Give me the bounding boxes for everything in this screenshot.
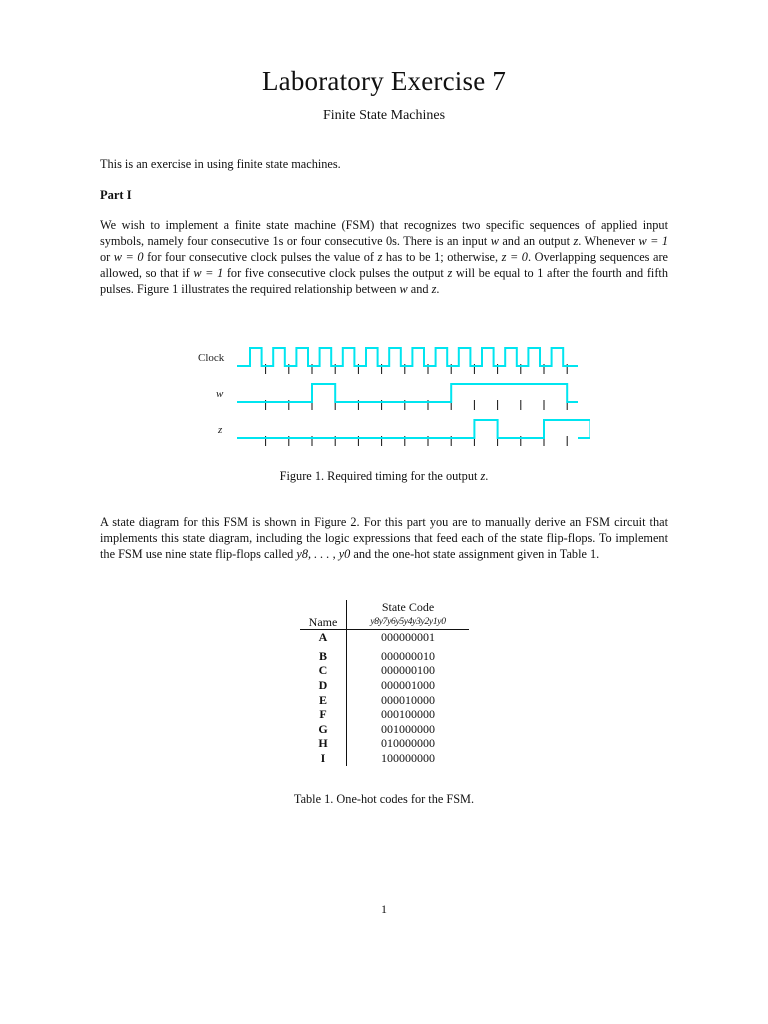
page-number: 1	[381, 902, 387, 916]
text-run: We wish to implement a finite state machine (FSM) that recognizes two specific sequences of applied input symbols, namely four consecutive 1s or four consecutive 0s. There is an input	[100, 218, 668, 248]
text-run: . Overlapping sequences are allowed, so that if	[100, 250, 668, 280]
text-run: .	[436, 282, 440, 296]
equation: w = 1	[193, 266, 224, 280]
table-row	[300, 678, 469, 693]
paragraph-state-diagram	[100, 514, 668, 562]
flipflop-vars: y8, . . . , y0	[296, 547, 351, 561]
var-w: w	[490, 234, 499, 248]
table-row	[300, 736, 469, 751]
z-label: z	[218, 424, 223, 436]
state-name-cell: G	[300, 722, 347, 737]
state-name-cell: F	[300, 707, 347, 722]
table-row	[300, 663, 469, 678]
state-code-cell: 000001000	[381, 677, 435, 692]
var-z: z	[431, 282, 437, 296]
state-code-cell: 001000000	[381, 721, 435, 736]
state-code-cell: 010000000	[381, 736, 435, 751]
var-z: z	[573, 234, 579, 248]
state-name-cell: I	[300, 751, 347, 766]
name-header: Name	[300, 615, 347, 630]
page-subtitle: Finite State Machines	[322, 108, 446, 123]
table-row	[300, 649, 469, 664]
w-waveform	[237, 384, 578, 402]
var-z: z	[377, 250, 383, 264]
timing-diagram	[190, 338, 590, 448]
equation: w = 0	[113, 250, 144, 264]
state-code-header: State Code	[381, 600, 435, 614]
text-run: for four consecutive clock pulses the value of	[143, 250, 378, 264]
text-run: has to be 1; otherwise,	[382, 250, 502, 264]
paragraph-fsm-description	[100, 217, 668, 297]
clock-waveform	[237, 348, 578, 366]
equation: z = 0	[501, 250, 528, 264]
text-run: A state diagram for this FSM is shown in Figure 2. For this part you are to manually derive an FSM circuit that implements this state diagram, including the logic expressions that feed each of the state flip-flops. To implement the FSM use nine state flip-flops called	[100, 515, 668, 561]
text-run: and an output	[498, 234, 574, 248]
state-name-cell: E	[300, 693, 347, 708]
state-code-cell: 000010000	[381, 692, 435, 707]
text-run: will be equal to 1 after the fourth and fifth pulses. Figure 1 illustrates the required relationship between	[100, 266, 668, 296]
state-name-cell: B	[300, 649, 347, 664]
var-w: w	[399, 282, 408, 296]
state-code-cell: 000000001	[381, 630, 435, 645]
state-code-cell: 000000100	[381, 663, 435, 678]
clock-label: Clock	[198, 352, 225, 364]
state-name-cell: D	[300, 678, 347, 693]
z-waveform	[237, 420, 590, 438]
table-row	[300, 707, 469, 722]
table-caption: Table 1. One-hot codes for the FSM.	[293, 792, 475, 806]
state-code-cell: 000100000	[381, 707, 435, 722]
bits-header: y8y7y6y5y4y3y2y1y0	[347, 615, 470, 630]
table-row	[300, 751, 469, 766]
state-code-table	[300, 600, 469, 766]
intro-paragraph: This is an exercise in using finite state machines.	[100, 157, 341, 171]
clock-edge-ticks	[266, 364, 568, 446]
state-name-cell: H	[300, 736, 347, 751]
state-name-cell: C	[300, 663, 347, 678]
caption-text: .	[485, 469, 489, 483]
text-run: . Whenever	[578, 234, 639, 248]
figure-caption	[0, 469, 768, 484]
page-title: Laboratory Exercise 7	[261, 66, 507, 96]
caption-text: Figure 1. Required timing for the output	[279, 469, 481, 483]
section-heading: Part I	[100, 188, 132, 202]
state-name-cell: A	[300, 630, 347, 649]
state-code-cell: 100000000	[381, 750, 435, 765]
state-code-cell: 000000010	[381, 648, 435, 663]
equation: w = 1	[638, 234, 669, 248]
table-row	[300, 693, 469, 708]
text-run: or	[100, 250, 114, 264]
w-label: w	[216, 388, 224, 400]
var-z: z	[447, 266, 453, 280]
table-row	[300, 630, 469, 649]
caption-var: z	[480, 469, 486, 483]
table-row	[300, 722, 469, 737]
text-run: and	[407, 282, 432, 296]
text-run: and the one-hot state assignment given in Table 1.	[350, 547, 600, 561]
text-run: for five consecutive clock pulses the output	[223, 266, 448, 280]
table-body	[300, 630, 469, 766]
